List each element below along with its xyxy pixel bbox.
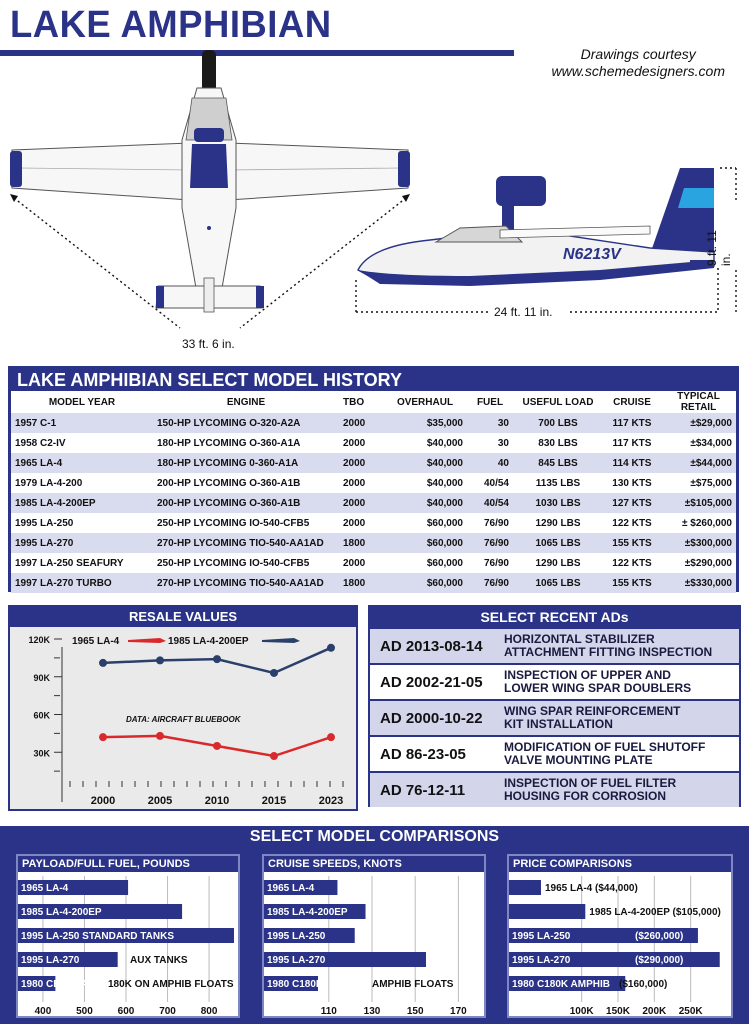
x-tick-label: 150K bbox=[606, 1006, 630, 1016]
ad-description-line: MODIFICATION OF FUEL SHUTOFF bbox=[504, 740, 706, 754]
table-cell: ±$44,000 bbox=[661, 453, 736, 473]
ad-description bbox=[504, 633, 739, 659]
table-cell: $40,000 bbox=[383, 473, 467, 493]
table-cell: 1800 bbox=[339, 533, 383, 553]
table-row bbox=[11, 573, 736, 593]
table-cell: 1135 LBS bbox=[513, 473, 603, 493]
x-tick-label: 110 bbox=[320, 1006, 337, 1016]
x-tick-label: 170 bbox=[450, 1006, 467, 1016]
table-row bbox=[11, 433, 736, 453]
chart-annotation: DATA: AIRCRAFT BLUEBOOK bbox=[126, 715, 241, 724]
data-point bbox=[213, 655, 221, 663]
table-cell: 40/54 bbox=[467, 493, 513, 513]
table-cell: ±$300,000 bbox=[661, 533, 736, 553]
x-tick-label: 700 bbox=[159, 1006, 176, 1016]
ad-number: AD 86-23-05 bbox=[380, 745, 466, 763]
table-cell: 40 bbox=[467, 453, 513, 473]
table-cell: 127 KTS bbox=[603, 493, 661, 513]
table-cell: 2000 bbox=[339, 493, 383, 513]
resale-chart-plot bbox=[10, 627, 356, 809]
y-tick-label: 90K bbox=[33, 672, 50, 683]
data-point bbox=[327, 733, 335, 741]
data-point bbox=[213, 742, 221, 750]
data-point bbox=[99, 733, 107, 741]
table-cell: 40/54 bbox=[467, 473, 513, 493]
x-tick-label: 2000 bbox=[90, 795, 116, 807]
bar-annotation: ($160,000) bbox=[619, 979, 668, 990]
ad-row bbox=[370, 699, 739, 735]
table-cell: 30 bbox=[467, 413, 513, 433]
column-header: CRUISE bbox=[603, 391, 661, 413]
price-panel bbox=[507, 854, 733, 1018]
cruise-panel bbox=[262, 854, 486, 1018]
recent-ads-panel bbox=[368, 605, 741, 807]
table-cell: 117 KTS bbox=[603, 433, 661, 453]
comparisons-title: SELECT MODEL COMPARISONS bbox=[249, 828, 500, 845]
ad-number: AD 76-12-11 bbox=[380, 781, 466, 799]
table-cell: ±$75,000 bbox=[661, 473, 736, 493]
data-point bbox=[270, 752, 278, 760]
table-row bbox=[11, 473, 736, 493]
table-cell: 1957 C-1 bbox=[11, 413, 153, 433]
x-tick-label: 150 bbox=[406, 1006, 424, 1016]
price-panel-title: PRICE COMPARISONS bbox=[509, 856, 731, 872]
table-cell: ±$105,000 bbox=[661, 493, 736, 513]
ad-description-line: HORIZONTAL STABILIZER bbox=[504, 632, 655, 646]
table-cell: ±$34,000 bbox=[661, 433, 736, 453]
bar-label: 1995 LA-270 bbox=[21, 955, 80, 966]
table-cell: 155 KTS bbox=[603, 533, 661, 553]
ad-description-line: ATTACHMENT FITTING INSPECTION bbox=[504, 645, 713, 659]
bar-label: 1995 LA-250 bbox=[267, 931, 326, 942]
bar-label: 1995 LA-250 STANDARD TANKS bbox=[21, 931, 174, 942]
data-point bbox=[156, 732, 164, 740]
bar-annotation: ($290,000) bbox=[635, 955, 684, 966]
table-cell: 30 bbox=[467, 433, 513, 453]
table-cell: 250-HP LYCOMING IO-540-CFB5 bbox=[153, 553, 339, 573]
bar-label: 1995 LA-250 bbox=[512, 931, 571, 942]
table-cell: 76/90 bbox=[467, 553, 513, 573]
page-title: LAKE AMPHIBIAN bbox=[10, 4, 332, 46]
table-cell: ±$29,000 bbox=[661, 413, 736, 433]
table-cell: 2000 bbox=[339, 553, 383, 573]
table-cell: 76/90 bbox=[467, 513, 513, 533]
table-cell: $40,000 bbox=[383, 493, 467, 513]
table-cell: 122 KTS bbox=[603, 553, 661, 573]
cruise-panel-title: CRUISE SPEEDS, KNOTS bbox=[264, 856, 484, 872]
model-history-grid bbox=[11, 391, 736, 593]
cruise-bar-chart bbox=[264, 872, 484, 1016]
ad-row bbox=[370, 627, 739, 663]
bar-label: 1980 C180K bbox=[267, 979, 324, 990]
ad-description-line: INSPECTION OF UPPER AND bbox=[504, 668, 671, 682]
table-cell: 1065 LBS bbox=[513, 573, 603, 593]
bar-label: 1985 LA-4-200EP bbox=[21, 907, 102, 918]
ad-description bbox=[504, 777, 739, 803]
table-cell: 76/90 bbox=[467, 533, 513, 553]
x-tick-label: 250K bbox=[678, 1006, 703, 1016]
table-cell: 2000 bbox=[339, 433, 383, 453]
resale-values-chart bbox=[8, 605, 358, 811]
table-cell: 150-HP LYCOMING O-320-A2A bbox=[153, 413, 339, 433]
ad-description-line: HOUSING FOR CORROSION bbox=[504, 789, 667, 803]
recent-ads-title: SELECT RECENT ADs bbox=[370, 607, 739, 627]
table-cell: 700 LBS bbox=[513, 413, 603, 433]
table-cell: $40,000 bbox=[383, 433, 467, 453]
table-cell: $60,000 bbox=[383, 533, 467, 553]
table-cell: 1995 LA-270 bbox=[11, 533, 153, 553]
x-tick-label: 600 bbox=[117, 1006, 135, 1016]
table-cell: $35,000 bbox=[383, 413, 467, 433]
x-tick-label: 2010 bbox=[204, 795, 230, 807]
aircraft-registration: N6213V bbox=[563, 246, 621, 263]
bar bbox=[509, 880, 541, 895]
table-row bbox=[11, 553, 736, 573]
table-cell: 2000 bbox=[339, 453, 383, 473]
ad-number: AD 2013-08-14 bbox=[380, 637, 483, 655]
table-cell: 180-HP LYCOMING 0-360-A1A bbox=[153, 453, 339, 473]
table-cell: 76/90 bbox=[467, 573, 513, 593]
model-history-table bbox=[8, 366, 739, 592]
table-cell: 270-HP LYCOMING TIO-540-AA1AD bbox=[153, 573, 339, 593]
payload-panel bbox=[16, 854, 240, 1018]
ad-description bbox=[504, 741, 739, 767]
table-cell: 200-HP LYCOMING O-360-A1B bbox=[153, 493, 339, 513]
x-tick-label: 130 bbox=[363, 1006, 381, 1016]
table-cell: 845 LBS bbox=[513, 453, 603, 473]
ad-number: AD 2000-10-22 bbox=[380, 709, 483, 727]
table-cell: $60,000 bbox=[383, 553, 467, 573]
bar-label: 1965 LA-4 bbox=[21, 883, 69, 894]
table-cell: 250-HP LYCOMING IO-540-CFB5 bbox=[153, 513, 339, 533]
drawing-credit bbox=[551, 46, 725, 80]
table-cell: 1965 LA-4 bbox=[11, 453, 153, 473]
x-tick-label: 100K bbox=[569, 1006, 594, 1016]
height-label: 9 ft. 11 in. bbox=[705, 230, 733, 266]
wingspan-label: 33 ft. 6 in. bbox=[182, 337, 235, 351]
table-cell: 1985 LA-4-200EP bbox=[11, 493, 153, 513]
payload-bar-chart bbox=[18, 872, 238, 1016]
ad-row bbox=[370, 663, 739, 699]
table-header-row bbox=[11, 391, 736, 413]
table-cell: 1065 LBS bbox=[513, 533, 603, 553]
bar-label: 1985 LA-4-200EP ($105,000) bbox=[589, 907, 721, 918]
table-cell: 2000 bbox=[339, 513, 383, 533]
ad-description-line: INSPECTION OF FUEL FILTER bbox=[504, 776, 677, 790]
legend-plane-icon bbox=[128, 638, 166, 643]
bar-label: 1980 C180K AMPHIB bbox=[512, 979, 611, 990]
legend-label: 1965 LA-4 bbox=[72, 636, 120, 647]
ad-description-line: LOWER WING SPAR DOUBLERS bbox=[504, 681, 692, 695]
column-header: FUEL bbox=[467, 391, 513, 413]
x-tick-label: 200K bbox=[642, 1006, 667, 1016]
table-cell: 2000 bbox=[339, 413, 383, 433]
data-point bbox=[156, 656, 164, 664]
table-cell: 200-HP LYCOMING O-360-A1B bbox=[153, 473, 339, 493]
bar-label: 1995 LA-270 bbox=[267, 955, 326, 966]
bar-annotation: 180K ON AMPHIB FLOATS bbox=[108, 979, 234, 990]
table-cell: $40,000 bbox=[383, 453, 467, 473]
data-point bbox=[99, 659, 107, 667]
ad-description bbox=[504, 669, 739, 695]
table-cell: 117 KTS bbox=[603, 413, 661, 433]
y-tick-label: 60K bbox=[33, 710, 50, 721]
ad-row bbox=[370, 735, 739, 771]
table-row bbox=[11, 533, 736, 553]
table-row bbox=[11, 413, 736, 433]
bar-label: 1985 LA-4-200EP bbox=[267, 907, 348, 918]
x-tick-label: 800 bbox=[200, 1006, 218, 1016]
column-header: OVERHAUL bbox=[383, 391, 467, 413]
table-cell: 270-HP LYCOMING TIO-540-AA1AD bbox=[153, 533, 339, 553]
table-cell: 1995 LA-250 bbox=[11, 513, 153, 533]
bar-annotation: AUX TANKS bbox=[130, 955, 188, 966]
bar bbox=[509, 904, 585, 919]
ad-row bbox=[370, 771, 739, 807]
table-cell: 2000 bbox=[339, 473, 383, 493]
table-cell: ±$330,000 bbox=[661, 573, 736, 593]
table-cell: 830 LBS bbox=[513, 433, 603, 453]
bar-label: 1965 LA-4 bbox=[267, 883, 315, 894]
table-cell: 1290 LBS bbox=[513, 513, 603, 533]
aircraft-side-view bbox=[350, 160, 749, 320]
ad-number: AD 2002-21-05 bbox=[380, 673, 483, 691]
table-cell: 1979 LA-4-200 bbox=[11, 473, 153, 493]
ad-description-line: KIT INSTALLATION bbox=[504, 717, 613, 731]
column-header: MODEL YEAR bbox=[11, 391, 153, 413]
x-tick-label: 500 bbox=[76, 1006, 93, 1016]
bar-label: 1995 LA-270 bbox=[512, 955, 571, 966]
column-header: TYPICAL RETAIL bbox=[661, 391, 736, 413]
resale-chart-title: RESALE VALUES bbox=[10, 607, 356, 627]
table-cell: 122 KTS bbox=[603, 513, 661, 533]
table-cell: ±$290,000 bbox=[661, 553, 736, 573]
bar-label: 1965 LA-4 ($44,000) bbox=[544, 883, 638, 894]
table-cell: 1030 LBS bbox=[513, 493, 603, 513]
y-tick-label: 30K bbox=[33, 748, 50, 759]
table-row bbox=[11, 493, 736, 513]
table-cell: $60,000 bbox=[383, 573, 467, 593]
bar-label: 1980 CESSNA bbox=[21, 979, 88, 990]
data-point bbox=[270, 669, 278, 677]
length-label: 24 ft. 11 in. bbox=[494, 305, 553, 319]
table-row bbox=[11, 453, 736, 473]
ad-description-line: WING SPAR REINFORCEMENT bbox=[504, 704, 681, 718]
price-bar-chart bbox=[509, 872, 731, 1016]
table-cell: 1997 LA-250 SEAFURY bbox=[11, 553, 153, 573]
table-cell: 114 KTS bbox=[603, 453, 661, 473]
table-cell: 1800 bbox=[339, 573, 383, 593]
ad-description-line: VALVE MOUNTING PLATE bbox=[504, 753, 653, 767]
y-tick-label: 120K bbox=[28, 635, 50, 645]
table-cell: 1997 LA-270 TURBO bbox=[11, 573, 153, 593]
table-cell: 1958 C2-IV bbox=[11, 433, 153, 453]
x-tick-label: 400 bbox=[34, 1006, 52, 1016]
table-cell: 1290 LBS bbox=[513, 553, 603, 573]
credit-line-1: Drawings courtesy bbox=[580, 46, 696, 62]
table-cell: 180-HP LYCOMING O-360-A1A bbox=[153, 433, 339, 453]
legend-label: 1985 LA-4-200EP bbox=[168, 636, 249, 647]
x-tick-label: 2015 bbox=[261, 795, 287, 807]
table-cell: $60,000 bbox=[383, 513, 467, 533]
model-history-title: LAKE AMPHIBIAN SELECT MODEL HISTORY bbox=[17, 370, 403, 390]
x-tick-label: 2005 bbox=[147, 795, 173, 807]
column-header: ENGINE bbox=[153, 391, 339, 413]
table-cell: 155 KTS bbox=[603, 573, 661, 593]
bar-annotation: AMPHIB FLOATS bbox=[372, 979, 454, 990]
x-tick-label: 2023 bbox=[318, 795, 344, 807]
ad-description bbox=[504, 705, 739, 731]
bar-annotation: ($260,000) bbox=[635, 931, 684, 942]
table-cell: ± $260,000 bbox=[661, 513, 736, 533]
data-point bbox=[327, 644, 335, 652]
payload-panel-title: PAYLOAD/FULL FUEL, POUNDS bbox=[18, 856, 238, 872]
credit-line-2: www.schemedesigners.com bbox=[551, 63, 725, 79]
column-header: USEFUL LOAD bbox=[513, 391, 603, 413]
legend-plane-icon bbox=[262, 638, 300, 643]
table-cell: 130 KTS bbox=[603, 473, 661, 493]
column-header: TBO bbox=[339, 391, 383, 413]
table-row bbox=[11, 513, 736, 533]
